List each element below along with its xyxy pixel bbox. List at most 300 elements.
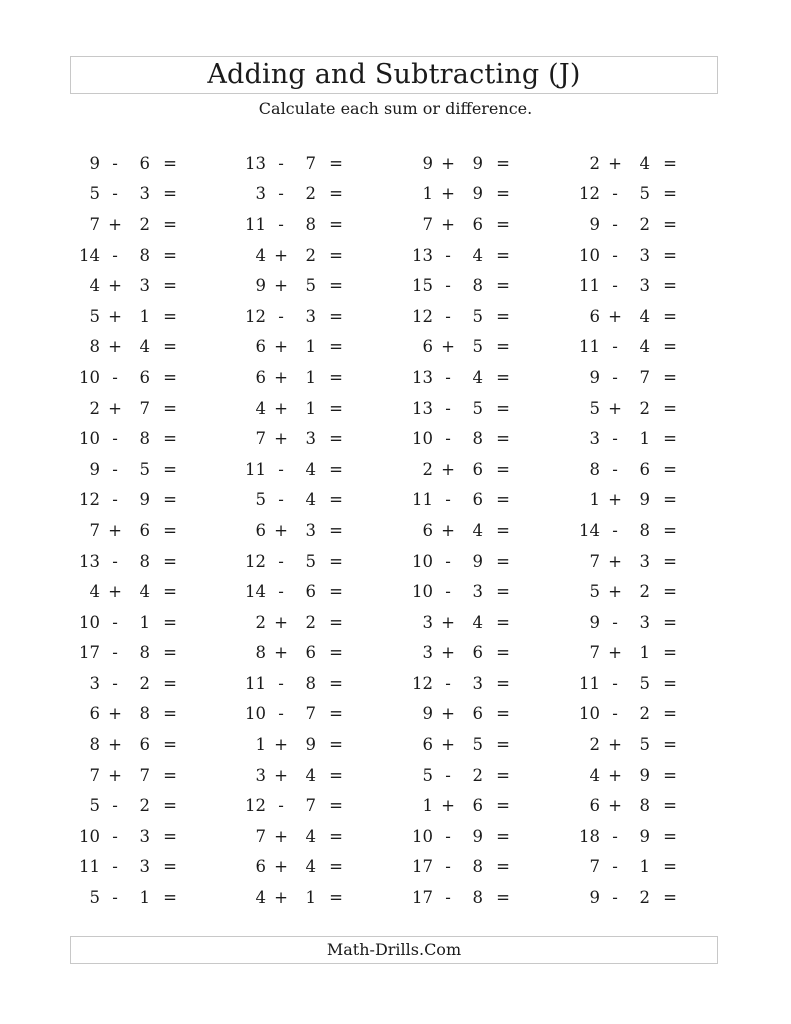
operator: +	[441, 612, 455, 632]
operator: +	[441, 520, 455, 540]
equals-sign: =	[329, 306, 343, 326]
equals-sign: =	[663, 888, 677, 908]
problem	[570, 699, 690, 730]
operator: -	[112, 153, 118, 173]
problem	[70, 301, 190, 332]
equals-sign: =	[663, 337, 677, 357]
equals-sign: =	[329, 551, 343, 571]
operator: +	[274, 826, 288, 846]
operand-a: 5	[589, 582, 600, 602]
problem	[236, 485, 356, 516]
problem	[236, 821, 356, 852]
operand-a: 1	[255, 735, 266, 755]
operand-a: 15	[412, 276, 433, 296]
operand-a: 8	[589, 459, 600, 479]
operator: -	[612, 888, 618, 908]
equals-sign: =	[496, 735, 510, 755]
operand-b: 6	[139, 735, 150, 755]
equals-sign: =	[329, 888, 343, 908]
operand-a: 11	[245, 214, 266, 234]
problem	[236, 760, 356, 791]
equals-sign: =	[663, 857, 677, 877]
operand-b: 8	[139, 551, 150, 571]
operand-b: 3	[639, 551, 650, 571]
operand-a: 8	[255, 643, 266, 663]
operand-a: 7	[89, 214, 100, 234]
equals-sign: =	[496, 826, 510, 846]
operator: +	[608, 582, 622, 602]
problem	[236, 148, 356, 179]
problem	[570, 454, 690, 485]
operand-a: 10	[412, 429, 433, 449]
operand-a: 4	[589, 765, 600, 785]
operand-b: 8	[139, 429, 150, 449]
operand-a: 6	[589, 306, 600, 326]
operator: -	[278, 306, 284, 326]
operand-b: 1	[639, 643, 650, 663]
equals-sign: =	[163, 765, 177, 785]
operator: -	[445, 765, 451, 785]
equals-sign: =	[496, 643, 510, 663]
operand-b: 8	[639, 520, 650, 540]
equals-sign: =	[163, 582, 177, 602]
equals-sign: =	[496, 673, 510, 693]
operand-b: 3	[305, 520, 316, 540]
operand-a: 9	[589, 367, 600, 387]
problem	[403, 454, 523, 485]
operand-a: 12	[579, 184, 600, 204]
operand-a: 2	[89, 398, 100, 418]
operand-b: 6	[472, 643, 483, 663]
operand-a: 5	[89, 184, 100, 204]
operator: +	[274, 643, 288, 663]
equals-sign: =	[163, 643, 177, 663]
problem-column-3	[403, 148, 523, 913]
operator: -	[445, 888, 451, 908]
operator: +	[441, 184, 455, 204]
operand-a: 9	[422, 153, 433, 173]
problem	[70, 485, 190, 516]
operand-b: 4	[472, 245, 483, 265]
equals-sign: =	[329, 582, 343, 602]
equals-sign: =	[329, 643, 343, 663]
equals-sign: =	[663, 612, 677, 632]
operator: -	[112, 857, 118, 877]
operand-a: 9	[255, 276, 266, 296]
operand-a: 8	[89, 735, 100, 755]
operand-a: 13	[412, 367, 433, 387]
equals-sign: =	[163, 214, 177, 234]
operand-a: 7	[255, 826, 266, 846]
operand-a: 7	[422, 214, 433, 234]
equals-sign: =	[163, 306, 177, 326]
equals-sign: =	[496, 459, 510, 479]
operand-b: 8	[305, 673, 316, 693]
operand-b: 6	[139, 520, 150, 540]
equals-sign: =	[163, 551, 177, 571]
operand-a: 3	[255, 184, 266, 204]
problem	[570, 209, 690, 240]
problem	[70, 668, 190, 699]
problem	[236, 576, 356, 607]
operator: +	[274, 765, 288, 785]
equals-sign: =	[663, 398, 677, 418]
operand-b: 2	[472, 765, 483, 785]
operand-b: 2	[139, 214, 150, 234]
operand-b: 8	[139, 245, 150, 265]
problem	[70, 423, 190, 454]
problem	[403, 393, 523, 424]
operand-b: 5	[472, 398, 483, 418]
problem	[236, 729, 356, 760]
operand-b: 3	[305, 306, 316, 326]
equals-sign: =	[496, 888, 510, 908]
problem	[403, 790, 523, 821]
operand-b: 7	[639, 367, 650, 387]
operand-a: 10	[412, 582, 433, 602]
problem	[570, 485, 690, 516]
operand-a: 9	[589, 214, 600, 234]
problem	[570, 668, 690, 699]
operand-a: 18	[579, 826, 600, 846]
operand-a: 11	[412, 490, 433, 510]
operand-b: 4	[639, 337, 650, 357]
operator: +	[274, 367, 288, 387]
equals-sign: =	[163, 857, 177, 877]
operand-b: 5	[639, 184, 650, 204]
operator: -	[445, 398, 451, 418]
operator: -	[278, 551, 284, 571]
operand-b: 8	[639, 796, 650, 816]
operator: -	[445, 367, 451, 387]
operator: -	[278, 582, 284, 602]
operator: -	[445, 306, 451, 326]
problem	[70, 882, 190, 913]
operator: +	[441, 153, 455, 173]
problem	[236, 515, 356, 546]
operator: -	[278, 184, 284, 204]
problem	[236, 362, 356, 393]
operand-b: 4	[305, 459, 316, 479]
equals-sign: =	[163, 490, 177, 510]
operand-a: 13	[412, 398, 433, 418]
operand-b: 6	[472, 490, 483, 510]
operand-a: 9	[422, 704, 433, 724]
equals-sign: =	[329, 184, 343, 204]
operand-a: 4	[89, 276, 100, 296]
operand-a: 17	[412, 888, 433, 908]
operand-a: 5	[89, 888, 100, 908]
equals-sign: =	[496, 582, 510, 602]
operator: +	[441, 735, 455, 755]
operand-b: 9	[639, 490, 650, 510]
operator: +	[108, 765, 122, 785]
operand-a: 4	[89, 582, 100, 602]
problem	[403, 638, 523, 669]
equals-sign: =	[163, 673, 177, 693]
equals-sign: =	[496, 429, 510, 449]
operand-b: 3	[639, 612, 650, 632]
operand-a: 11	[245, 459, 266, 479]
operand-b: 8	[139, 704, 150, 724]
equals-sign: =	[163, 184, 177, 204]
operand-b: 1	[305, 337, 316, 357]
problem	[570, 393, 690, 424]
equals-sign: =	[329, 214, 343, 234]
problem	[236, 209, 356, 240]
operand-b: 4	[305, 826, 316, 846]
equals-sign: =	[163, 153, 177, 173]
operator: -	[112, 612, 118, 632]
problem	[403, 607, 523, 638]
problem	[403, 301, 523, 332]
operator: -	[445, 490, 451, 510]
equals-sign: =	[163, 735, 177, 755]
problem	[70, 729, 190, 760]
operand-b: 1	[305, 398, 316, 418]
operand-a: 9	[589, 612, 600, 632]
operand-a: 6	[255, 367, 266, 387]
operand-b: 4	[639, 306, 650, 326]
operand-b: 6	[472, 796, 483, 816]
operand-b: 7	[139, 398, 150, 418]
operator: +	[608, 643, 622, 663]
operand-b: 1	[639, 429, 650, 449]
equals-sign: =	[496, 704, 510, 724]
equals-sign: =	[496, 214, 510, 234]
operand-a: 4	[255, 888, 266, 908]
equals-sign: =	[663, 673, 677, 693]
operand-b: 6	[139, 153, 150, 173]
operand-a: 10	[412, 551, 433, 571]
operand-b: 3	[472, 673, 483, 693]
operand-a: 2	[255, 612, 266, 632]
equals-sign: =	[496, 490, 510, 510]
operand-a: 8	[89, 337, 100, 357]
operand-b: 2	[139, 673, 150, 693]
equals-sign: =	[496, 765, 510, 785]
operand-a: 12	[79, 490, 100, 510]
problem	[570, 882, 690, 913]
operand-b: 9	[472, 826, 483, 846]
operand-a: 6	[589, 796, 600, 816]
problem	[403, 332, 523, 363]
operand-a: 9	[89, 153, 100, 173]
operand-b: 9	[472, 551, 483, 571]
operand-a: 10	[412, 826, 433, 846]
operand-a: 2	[422, 459, 433, 479]
operator: +	[608, 153, 622, 173]
equals-sign: =	[663, 704, 677, 724]
equals-sign: =	[663, 490, 677, 510]
problem	[236, 607, 356, 638]
operand-a: 13	[412, 245, 433, 265]
operator: +	[274, 398, 288, 418]
operator: -	[612, 184, 618, 204]
operand-a: 3	[589, 429, 600, 449]
operand-a: 12	[245, 796, 266, 816]
operand-b: 4	[305, 857, 316, 877]
equals-sign: =	[663, 276, 677, 296]
problem	[403, 240, 523, 271]
operand-a: 10	[79, 612, 100, 632]
equals-sign: =	[663, 459, 677, 479]
operand-b: 3	[139, 857, 150, 877]
operand-b: 9	[639, 826, 650, 846]
problem	[403, 546, 523, 577]
operator: -	[112, 796, 118, 816]
operator: -	[445, 673, 451, 693]
problem	[70, 454, 190, 485]
operand-a: 2	[589, 735, 600, 755]
problem	[70, 821, 190, 852]
page-title: Adding and Subtracting (J)	[207, 59, 581, 90]
equals-sign: =	[163, 459, 177, 479]
operator: +	[108, 520, 122, 540]
equals-sign: =	[496, 551, 510, 571]
instructions: Calculate each sum or difference.	[258, 99, 533, 118]
problem	[236, 852, 356, 883]
operand-a: 3	[255, 765, 266, 785]
operator: +	[274, 429, 288, 449]
problem	[403, 760, 523, 791]
problem	[570, 790, 690, 821]
operator: +	[441, 214, 455, 234]
operator: -	[612, 245, 618, 265]
equals-sign: =	[329, 826, 343, 846]
operand-b: 9	[305, 735, 316, 755]
equals-sign: =	[663, 520, 677, 540]
operand-a: 7	[89, 765, 100, 785]
operand-b: 3	[139, 276, 150, 296]
operator: -	[445, 582, 451, 602]
operator: -	[278, 490, 284, 510]
problem	[236, 454, 356, 485]
operand-a: 5	[255, 490, 266, 510]
operand-b: 3	[305, 429, 316, 449]
operand-a: 9	[89, 459, 100, 479]
operand-b: 2	[639, 582, 650, 602]
operand-a: 6	[422, 337, 433, 357]
equals-sign: =	[663, 153, 677, 173]
operand-b: 4	[139, 337, 150, 357]
operator: -	[112, 551, 118, 571]
operand-b: 9	[472, 153, 483, 173]
problem	[570, 546, 690, 577]
operand-b: 8	[472, 276, 483, 296]
equals-sign: =	[329, 857, 343, 877]
equals-sign: =	[163, 429, 177, 449]
operand-a: 14	[79, 245, 100, 265]
operator: -	[445, 551, 451, 571]
problem	[70, 332, 190, 363]
problem	[70, 362, 190, 393]
operator: -	[612, 520, 618, 540]
operand-a: 12	[412, 306, 433, 326]
equals-sign: =	[163, 888, 177, 908]
operand-b: 3	[639, 245, 650, 265]
problem	[403, 485, 523, 516]
problem	[570, 576, 690, 607]
equals-sign: =	[496, 796, 510, 816]
operand-b: 2	[639, 214, 650, 234]
operand-a: 10	[245, 704, 266, 724]
operand-a: 4	[255, 245, 266, 265]
problem	[70, 852, 190, 883]
operand-b: 3	[639, 276, 650, 296]
operator: -	[278, 796, 284, 816]
problem	[70, 607, 190, 638]
operand-b: 5	[305, 276, 316, 296]
operand-b: 3	[139, 826, 150, 846]
operand-a: 1	[422, 796, 433, 816]
problem	[403, 699, 523, 730]
operand-b: 1	[139, 612, 150, 632]
problem	[570, 760, 690, 791]
equals-sign: =	[663, 643, 677, 663]
problem	[403, 729, 523, 760]
equals-sign: =	[496, 367, 510, 387]
operator: -	[612, 704, 618, 724]
operator: -	[112, 459, 118, 479]
operand-a: 7	[589, 857, 600, 877]
operand-a: 10	[579, 704, 600, 724]
operator: -	[278, 214, 284, 234]
problem	[570, 852, 690, 883]
equals-sign: =	[329, 245, 343, 265]
operand-b: 3	[139, 184, 150, 204]
problem	[70, 576, 190, 607]
problem	[236, 546, 356, 577]
problem	[570, 638, 690, 669]
operand-a: 13	[79, 551, 100, 571]
problem	[570, 423, 690, 454]
operator: +	[274, 276, 288, 296]
problem	[403, 576, 523, 607]
operator: +	[108, 214, 122, 234]
equals-sign: =	[163, 367, 177, 387]
operand-a: 10	[79, 367, 100, 387]
problem	[570, 729, 690, 760]
equals-sign: =	[496, 520, 510, 540]
problem	[236, 882, 356, 913]
equals-sign: =	[663, 765, 677, 785]
problem	[70, 515, 190, 546]
operand-b: 5	[472, 337, 483, 357]
operand-b: 2	[139, 796, 150, 816]
operand-b: 2	[305, 245, 316, 265]
problem	[236, 668, 356, 699]
operator: +	[274, 245, 288, 265]
operator: +	[608, 765, 622, 785]
operand-a: 11	[579, 276, 600, 296]
operand-b: 8	[305, 214, 316, 234]
operand-a: 11	[245, 673, 266, 693]
problem	[570, 270, 690, 301]
operand-a: 11	[579, 673, 600, 693]
operator: -	[445, 245, 451, 265]
operand-a: 13	[245, 153, 266, 173]
operator: +	[274, 337, 288, 357]
equals-sign: =	[663, 184, 677, 204]
operator: -	[445, 826, 451, 846]
operand-b: 4	[472, 367, 483, 387]
operand-a: 14	[579, 520, 600, 540]
problem	[236, 638, 356, 669]
operand-b: 9	[639, 765, 650, 785]
equals-sign: =	[496, 184, 510, 204]
equals-sign: =	[663, 306, 677, 326]
